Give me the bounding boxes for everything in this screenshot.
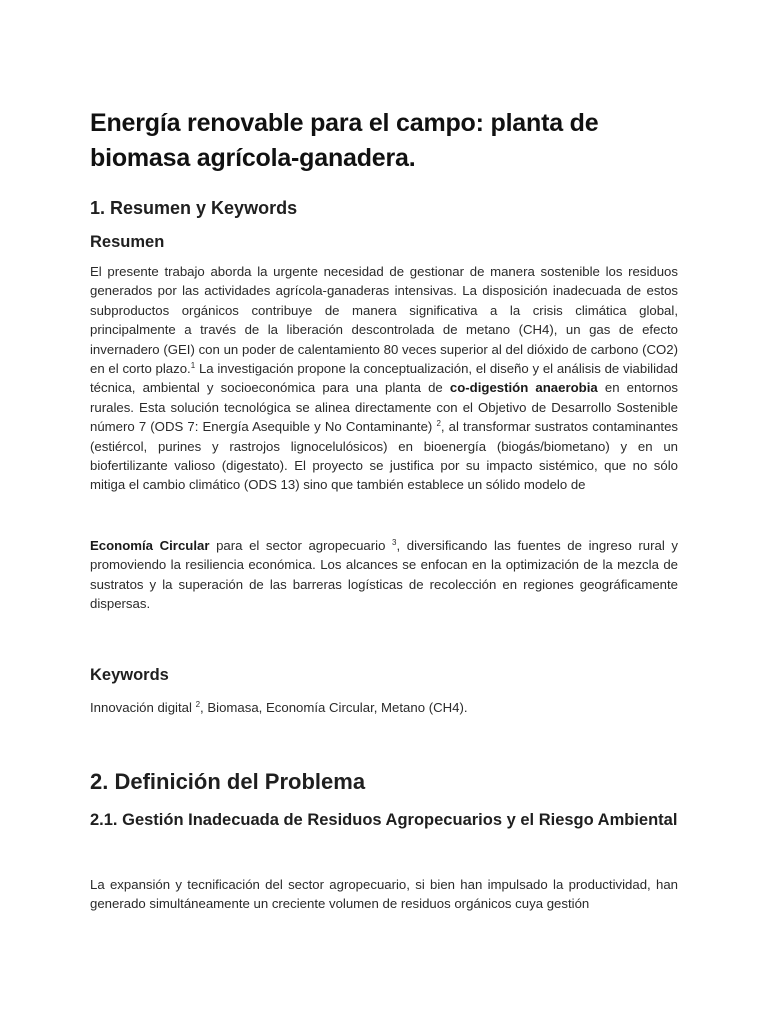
footnote-ref: 1 xyxy=(190,361,196,371)
text-run: Innovación digital xyxy=(90,700,196,715)
section-2-1-heading: 2.1. Gestión Inadecuada de Residuos Agropecuarios y el Riesgo Ambiental xyxy=(90,811,678,829)
keywords-list xyxy=(90,698,678,717)
footnote-ref: 2 xyxy=(195,700,201,709)
bold-term: Economía Circular xyxy=(90,538,210,553)
resumen-paragraph-1 xyxy=(90,262,678,495)
text-run: El presente trabajo aborda la urgente necesidad de gestionar de manera sostenible los residuos generados por las actividades agrícola-ganaderas intensivas. La disposición inadecuada de estos subproductos orgánicos contribuye de manera significativa a la crisis climática global, principalmente a través de la liberación descontrolada de metano (CH4), un gas de efecto invernadero (GEI) con un poder de calentamiento 80 veces superior al del dióxido de carbono (CO2) en el corto plazo. xyxy=(90,264,678,377)
footnote-ref: 3 xyxy=(392,538,397,547)
text-run: , al transformar sustratos contaminantes (estiércol, purines y rastrojos lignocelulósicos) en bioenergía (biogás/biometano) y en un biofertilizante valioso (digestato). El proyecto se justifica por su impacto sistémico, que no sólo mitiga el cambio climático (ODS 13) sino que también establece un sólido modelo de xyxy=(90,419,678,493)
section-2-1-paragraph: La expansión y tecnificación del sector agropecuario, si bien han impulsado la productividad, han generado simultáneamente un creciente volumen de residuos orgánicos cuya gestión xyxy=(90,877,678,912)
text-run: para el sector agropecuario xyxy=(209,538,393,553)
bold-term: co-digestión anaerobia xyxy=(449,380,598,396)
text-run: La investigación propone la conceptualización, el diseño y el análisis de viabilidad técnica, ambiental y socioeconómica para una planta de xyxy=(90,361,679,396)
document-title: Energía renovable para el campo: planta de biomasa agrícola-ganadera. xyxy=(90,109,599,172)
text-run: , Biomasa, Economía Circular, Metano (CH4). xyxy=(200,700,468,715)
section-1-heading: 1. Resumen y Keywords xyxy=(90,198,298,218)
resumen-heading: Resumen xyxy=(90,233,165,251)
footnote-ref: 2 xyxy=(436,419,441,429)
text-run: , diversificando las fuentes de ingreso rural y promoviendo la resiliencia económica. Los alcances se enfocan en la optimización de la mezcla de sustratos y la superación de las barreras logísticas de recolección en regiones geográficamente dispersas. xyxy=(90,538,678,612)
resumen-paragraph-2 xyxy=(90,536,678,614)
section-2-heading: 2. Definición del Problema xyxy=(90,769,366,794)
text-run: en entornos rurales. Esta solución tecnológica se alinea directamente con el Objetivo de Desarrollo Sostenible número 7 (ODS 7: Energía Asequible y No Contaminante) xyxy=(90,380,679,435)
keywords-heading: Keywords xyxy=(90,666,169,684)
